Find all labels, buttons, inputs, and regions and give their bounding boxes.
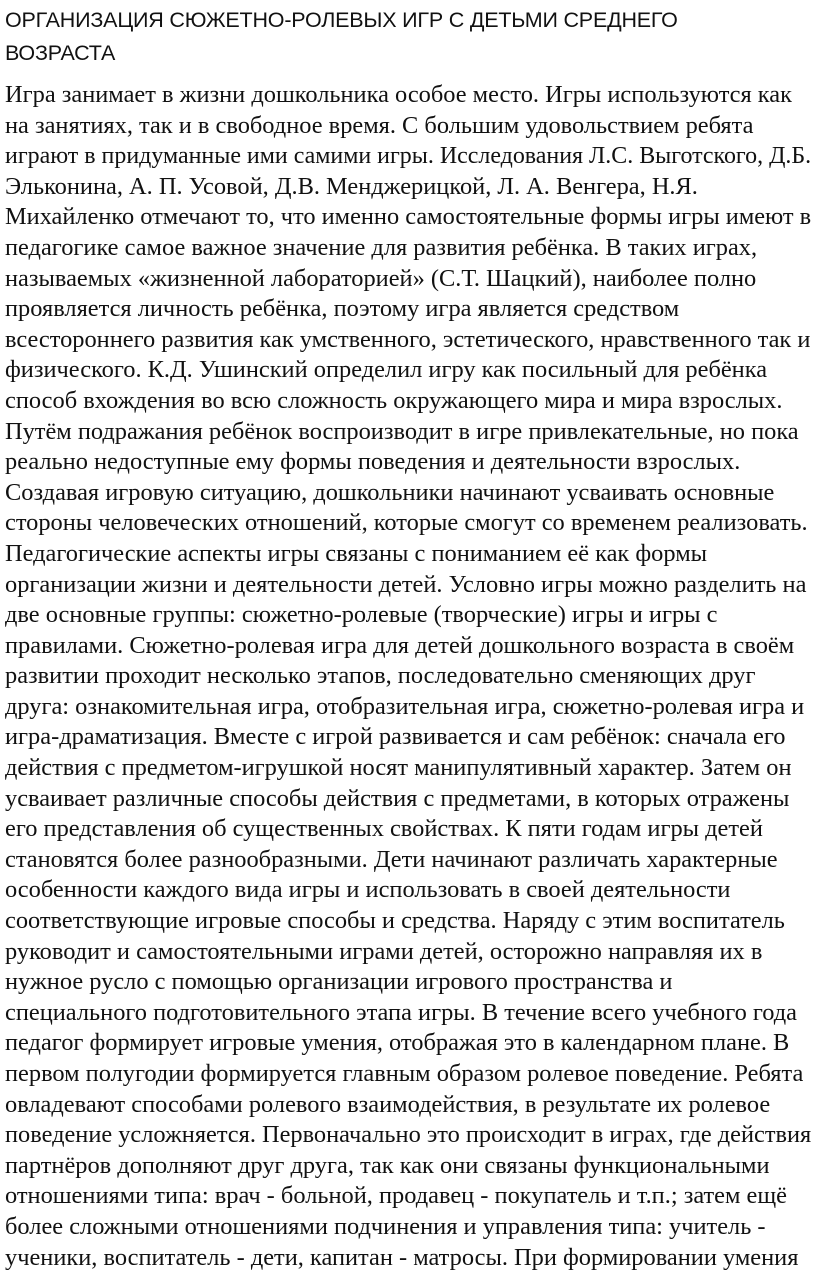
body-line: особенности каждого вида игры и использовать в своей деятельности xyxy=(5,876,731,904)
body-line: две основные группы: сюжетно-ролевые (творческие) игры и игры с xyxy=(5,601,718,629)
document-title xyxy=(5,4,813,70)
document-page xyxy=(5,0,813,1273)
body-line: физического. К.Д. Ушинский определил игру как посильный для ребёнка xyxy=(5,356,768,384)
body-line: организации жизни и деятельности детей. Условно игры можно разделить на xyxy=(5,570,807,598)
body-line: усваивает различные способы действия с предметами, в которых отражены xyxy=(5,784,790,812)
body-line: ученики, воспитатель - дети, капитан - матросы. При формировании умения xyxy=(5,1243,799,1271)
body-line: правилами. Сюжетно-ролевая игра для детей дошкольного возраста в своём xyxy=(5,631,795,659)
body-line: нужное русло с помощью организации игрового пространства и xyxy=(5,968,673,996)
body-line: руководит и самостоятельными играми детей, осторожно направляя их в xyxy=(5,937,763,965)
body-line: игра-драматизация. Вместе с игрой развивается и сам ребёнок: сначала его xyxy=(5,723,786,751)
body-line: партнёров дополняют друг друга, так как они связаны функциональными xyxy=(5,1151,770,1179)
body-line: способ вхождения во всю сложность окружающего мира и мира взрослых. xyxy=(5,386,783,414)
body-line: специального подготовительного этапа игры. В течение всего учебного года xyxy=(5,998,798,1026)
body-line: Путём подражания ребёнок воспроизводит в игре привлекательные, но пока xyxy=(5,417,799,445)
title-line: ВОЗРАСТА xyxy=(5,41,116,65)
body-line: играют в придуманные ими самими игры. Исследования Л.С. Выготского, Д.Б. xyxy=(5,142,812,170)
body-line: называемых «жизненной лабораторией» (С.Т. Шацкий), наиболее полно xyxy=(5,264,757,292)
body-line: развитии проходит несколько этапов, последовательно сменяющих друг xyxy=(5,662,756,690)
body-line: овладевают способами ролевого взаимодействия, в результате их ролевое xyxy=(5,1090,771,1118)
body-line: Игра занимает в жизни дошкольника особое место. Игры используются как xyxy=(5,81,792,108)
body-line: проявляется личность ребёнка, поэтому игра является средством xyxy=(5,295,680,323)
body-line: соответствующие игровые способы и средства. Наряду с этим воспитатель xyxy=(5,907,785,935)
body-line: Эльконина, А. П. Усовой, Д.В. Менджерицкой, Л. А. Венгера, Н.Я. xyxy=(5,172,698,200)
body-line: более сложными отношениями подчинения и управления типа: учитель - xyxy=(5,1212,766,1240)
body-line: поведение усложняется. Первоначально это происходит в играх, где действия xyxy=(5,1121,812,1149)
body-line: действия с предметом-игрушкой носят манипулятивный характер. Затем он xyxy=(5,754,792,782)
body-line: Михайленко отмечают то, что именно самостоятельные формы игры имеют в xyxy=(5,203,812,231)
body-line: Педагогические аспекты игры связаны с пониманием её как формы xyxy=(5,539,708,567)
body-line: Создавая игровую ситуацию, дошкольники начинают усваивать основные xyxy=(5,478,775,506)
body-line: педагогике самое важное значение для развития ребёнка. В таких играх, xyxy=(5,233,758,261)
body-line: друга: ознакомительная игра, отобразительная игра, сюжетно-ролевая игра и xyxy=(5,692,805,720)
body-line: на занятиях, так и в свободное время. С большим удовольствием ребята xyxy=(5,111,754,139)
body-line: первом полугодии формируется главным образом ролевое поведение. Ребята xyxy=(5,1060,804,1087)
body-line: педагог формирует игровые умения, отображая это в календарном плане. В xyxy=(5,1029,790,1057)
body-line: стороны человеческих отношений, которые смогут со временем реализовать. xyxy=(5,509,808,537)
document-body xyxy=(5,80,813,1273)
title-line: ОРГАНИЗАЦИЯ СЮЖЕТНО-РОЛЕВЫХ ИГР С ДЕТЬМИ СРЕДНЕГО xyxy=(5,8,678,32)
body-line: реально недоступные ему формы поведения и деятельности взрослых. xyxy=(5,448,741,476)
body-line: отношениями типа: врач - больной, продавец - покупатель и т.п.; затем ещё xyxy=(5,1182,787,1210)
body-line: его представления об существенных свойствах. К пяти годам игры детей xyxy=(5,815,763,843)
body-line: всестороннего развития как умственного, эстетического, нравственного так и xyxy=(5,325,811,353)
body-line: становятся более разнообразными. Дети начинают различать характерные xyxy=(5,845,778,873)
